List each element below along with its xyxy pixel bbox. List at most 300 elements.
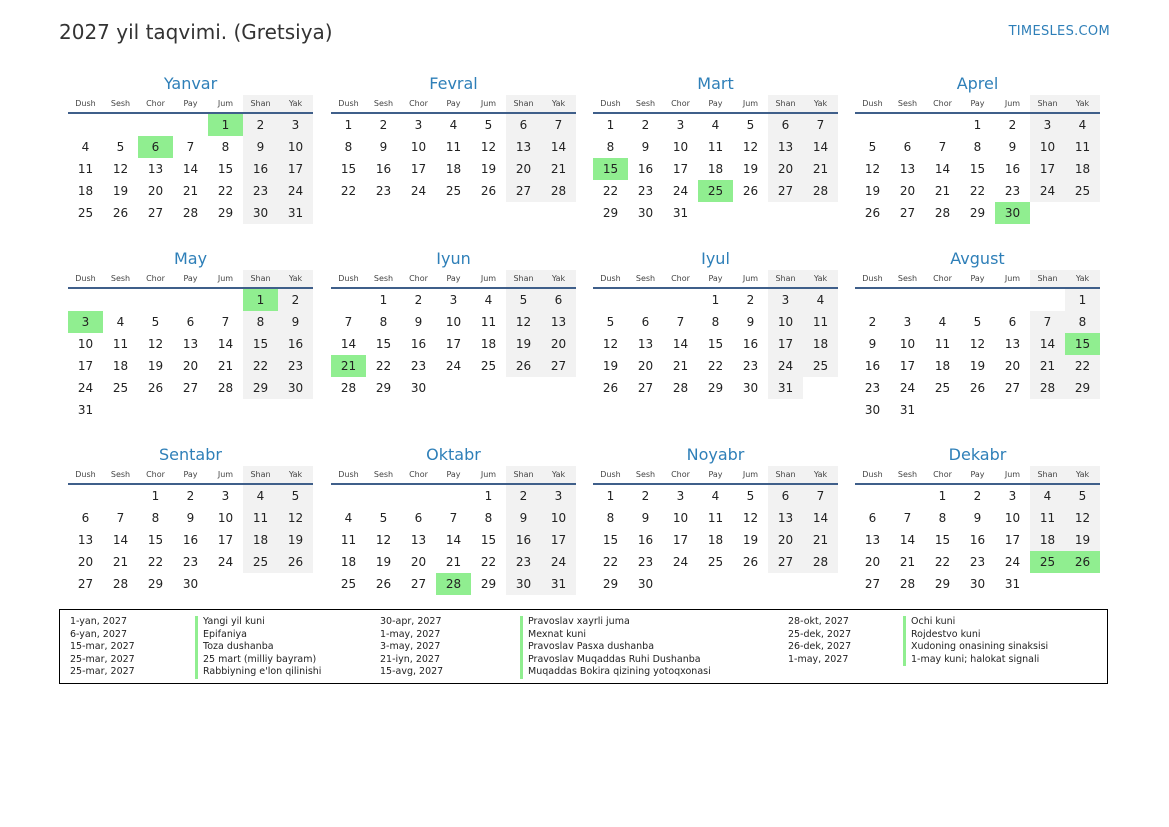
month-dekabr [855, 444, 1100, 595]
week-row [855, 507, 1100, 529]
day-cell: 21 [672, 359, 689, 373]
day-cell: 18 [707, 533, 724, 547]
day-cell: 21 [445, 555, 462, 569]
weekday-label: Sesh [897, 274, 918, 283]
week-row [593, 485, 838, 507]
weekday-label: Pay [708, 470, 723, 479]
month-name: Sentabr [159, 445, 222, 464]
weekday-label: Jum [742, 470, 759, 479]
day-cell: 25 [803, 355, 838, 377]
day-cell: 25 [707, 555, 724, 569]
day-cell: 1 [379, 293, 388, 307]
week-row [593, 355, 838, 377]
day-cell: 13 [506, 136, 541, 158]
day-cell: 30 [410, 381, 427, 395]
empty-day-cell [995, 399, 1030, 421]
legend-holiday-name: Muqaddas Bokira qizining yotoqxonasi [520, 666, 711, 679]
day-cell: 31 [768, 377, 803, 399]
week-row [855, 311, 1100, 333]
day-cell: 26 [375, 577, 392, 591]
day-cell: 12 [112, 162, 129, 176]
month-name: May [173, 249, 208, 268]
day-cell: 23 [742, 359, 759, 373]
day-cell: 19 [480, 162, 497, 176]
legend-dates-col-2 [380, 616, 443, 679]
weekday-header [331, 466, 576, 485]
day-cell: 23 [182, 555, 199, 569]
day-cell: 24 [1004, 555, 1021, 569]
week-row [593, 311, 838, 333]
weekday-label: Jum [217, 470, 234, 479]
empty-day-cell [890, 485, 925, 507]
week-row [331, 551, 576, 573]
week-row [331, 529, 576, 551]
week-row [855, 485, 1100, 507]
weekday-label: Chor [933, 274, 952, 283]
day-cell: 31 [1004, 577, 1021, 591]
day-cell: 29 [217, 206, 234, 220]
day-cell: 4 [803, 289, 838, 311]
day-cell: 1 [606, 118, 615, 132]
day-cell: 14 [1030, 333, 1065, 355]
weekday-label: Dush [338, 99, 359, 108]
week-row [593, 333, 838, 355]
legend-dates-col-3 [788, 616, 851, 666]
day-cell: 16 [1004, 162, 1021, 176]
month-fevral [331, 73, 576, 202]
day-cell: 29 [1065, 377, 1100, 399]
weekday-label: Shan [1030, 466, 1065, 483]
day-cell: 8 [243, 311, 278, 333]
day-cell: 16 [278, 333, 313, 355]
day-cell: 14 [182, 162, 199, 176]
weekday-header [331, 270, 576, 289]
weekday-label: Sesh [110, 274, 131, 283]
empty-day-cell [803, 377, 838, 399]
day-cell: 28 [934, 206, 951, 220]
weekday-label: Pay [708, 99, 723, 108]
weekday-label: Sesh [897, 99, 918, 108]
weekday-header [593, 95, 838, 114]
day-cell: 11 [707, 140, 724, 154]
day-cell: 12 [742, 140, 759, 154]
day-cell: 17 [410, 162, 427, 176]
day-cell: 12 [864, 162, 881, 176]
day-cell: 14 [934, 162, 951, 176]
day-cell: 25 [243, 551, 278, 573]
day-cell: 19 [278, 529, 313, 551]
holiday-day-cell: 25 [1030, 551, 1065, 573]
week-row [855, 399, 1100, 421]
legend-names-col-1 [195, 616, 321, 679]
empty-day-cell [663, 573, 698, 595]
day-cell: 22 [147, 555, 164, 569]
weekday-label: Jum [1004, 274, 1021, 283]
day-cell: 6 [768, 485, 803, 507]
weekday-header [593, 466, 838, 485]
day-cell: 1 [973, 118, 982, 132]
day-cell: 14 [899, 533, 916, 547]
weekday-label: Shan [768, 270, 803, 287]
day-cell: 9 [243, 136, 278, 158]
empty-day-cell [733, 202, 768, 224]
holiday-day-cell: 15 [1065, 333, 1100, 355]
empty-day-cell [995, 289, 1030, 311]
holiday-day-cell: 1 [243, 289, 278, 311]
legend-holiday-name: Epifaniya [195, 629, 321, 642]
brand-link[interactable]: TIMESLES.COM [1008, 24, 1110, 39]
holiday-day-cell: 28 [436, 573, 471, 595]
day-cell: 8 [379, 315, 388, 329]
day-cell: 15 [707, 337, 724, 351]
legend-holiday-name: Yangi yil kuni [195, 616, 321, 629]
day-cell: 19 [742, 162, 759, 176]
day-cell: 10 [1004, 511, 1021, 525]
weekday-label: Jum [217, 274, 234, 283]
day-cell: 7 [676, 315, 685, 329]
day-cell: 3 [221, 489, 230, 503]
day-cell: 28 [672, 381, 689, 395]
day-cell: 2 [1008, 118, 1017, 132]
day-cell: 14 [672, 337, 689, 351]
day-cell: 5 [116, 140, 125, 154]
weekday-label: Pay [446, 470, 461, 479]
day-cell: 8 [344, 140, 353, 154]
weekday-label: Dush [862, 470, 883, 479]
empty-day-cell [768, 573, 803, 595]
day-cell: 17 [768, 333, 803, 355]
day-cell: 2 [186, 489, 195, 503]
day-cell: 6 [186, 315, 195, 329]
day-cell: 25 [112, 381, 129, 395]
day-cell: 27 [147, 206, 164, 220]
day-cell: 3 [903, 315, 912, 329]
weekday-label: Jum [742, 274, 759, 283]
month-name: Fevral [429, 74, 478, 93]
day-cell: 27 [637, 381, 654, 395]
day-cell: 19 [742, 533, 759, 547]
weekday-label: Shan [1030, 270, 1065, 287]
weekday-label: Sesh [635, 99, 656, 108]
week-row [331, 114, 576, 136]
day-cell: 28 [899, 577, 916, 591]
day-cell: 10 [217, 511, 234, 525]
weekday-label: Jum [480, 470, 497, 479]
day-cell: 7 [116, 511, 125, 525]
week-row [68, 529, 313, 551]
day-cell: 30 [637, 206, 654, 220]
empty-day-cell [68, 289, 103, 311]
empty-day-cell [243, 399, 278, 421]
day-cell: 29 [969, 206, 986, 220]
day-cell: 12 [480, 140, 497, 154]
day-cell: 26 [147, 381, 164, 395]
weekday-label: Dush [75, 274, 96, 283]
day-cell: 4 [344, 511, 353, 525]
day-cell: 29 [243, 377, 278, 399]
day-cell: 22 [602, 555, 619, 569]
weekday-label: Pay [970, 274, 985, 283]
day-cell: 17 [672, 162, 689, 176]
day-cell: 15 [375, 337, 392, 351]
day-cell: 13 [899, 162, 916, 176]
legend-names-col-3 [903, 616, 1048, 666]
day-cell: 21 [899, 555, 916, 569]
day-cell: 4 [116, 315, 125, 329]
day-cell: 4 [81, 140, 90, 154]
day-cell: 24 [899, 381, 916, 395]
weekday-label: Shan [506, 95, 541, 112]
weekday-label: Sesh [373, 99, 394, 108]
day-cell: 11 [480, 315, 497, 329]
day-cell: 19 [969, 359, 986, 373]
weekday-label: Dush [862, 274, 883, 283]
day-cell: 21 [541, 158, 576, 180]
day-cell: 19 [506, 333, 541, 355]
day-cell: 2 [973, 489, 982, 503]
legend-date: 15-mar, 2027 [70, 641, 135, 652]
day-cell: 19 [602, 359, 619, 373]
weekday-label: Dush [600, 470, 621, 479]
day-cell: 24 [672, 184, 689, 198]
day-cell: 25 [480, 359, 497, 373]
week-row [855, 136, 1100, 158]
day-cell: 21 [217, 359, 234, 373]
legend-holiday-name: Rojdestvo kuni [903, 629, 1048, 642]
day-cell: 11 [1030, 507, 1065, 529]
week-row [593, 529, 838, 551]
week-row [68, 355, 313, 377]
day-cell: 1 [151, 489, 160, 503]
day-cell: 12 [969, 337, 986, 351]
weekday-label: Dush [75, 470, 96, 479]
day-cell: 26 [506, 355, 541, 377]
day-cell: 5 [746, 118, 755, 132]
weekday-label: Shan [1030, 95, 1065, 112]
weekday-header [68, 95, 313, 114]
legend-holiday-name: 25 mart (milliy bayram) [195, 654, 321, 667]
day-cell: 5 [606, 315, 615, 329]
day-cell: 6 [641, 315, 650, 329]
day-cell: 30 [969, 577, 986, 591]
week-row [331, 507, 576, 529]
day-cell: 26 [864, 206, 881, 220]
day-cell: 24 [410, 184, 427, 198]
day-cell: 25 [77, 206, 94, 220]
weekday-label: Yak [1065, 270, 1100, 287]
empty-day-cell [1065, 202, 1100, 224]
empty-day-cell [401, 485, 436, 507]
month-iyul [593, 248, 838, 399]
day-cell: 29 [934, 577, 951, 591]
day-cell: 8 [938, 511, 947, 525]
day-cell: 6 [414, 511, 423, 525]
day-cell: 11 [803, 311, 838, 333]
day-cell: 10 [1030, 136, 1065, 158]
day-cell: 4 [484, 293, 493, 307]
day-cell: 5 [1065, 485, 1100, 507]
day-cell: 20 [410, 555, 427, 569]
day-cell: 7 [449, 511, 458, 525]
week-row [68, 114, 313, 136]
holiday-day-cell: 21 [331, 355, 366, 377]
empty-day-cell [278, 573, 313, 595]
day-cell: 17 [278, 158, 313, 180]
day-cell: 30 [278, 377, 313, 399]
day-cell: 24 [278, 180, 313, 202]
day-cell: 22 [340, 184, 357, 198]
day-cell: 13 [410, 533, 427, 547]
day-cell: 20 [1004, 359, 1021, 373]
week-row [331, 355, 576, 377]
day-cell: 3 [414, 118, 423, 132]
week-row [855, 158, 1100, 180]
day-cell: 2 [278, 289, 313, 311]
day-cell: 22 [243, 355, 278, 377]
weekday-header [855, 95, 1100, 114]
weekday-label: Jum [480, 274, 497, 283]
day-cell: 2 [506, 485, 541, 507]
day-cell: 26 [278, 551, 313, 573]
day-cell: 3 [278, 114, 313, 136]
day-cell: 13 [541, 311, 576, 333]
day-cell: 7 [344, 315, 353, 329]
day-cell: 5 [151, 315, 160, 329]
day-cell: 28 [803, 180, 838, 202]
day-cell: 1 [711, 293, 720, 307]
day-cell: 10 [768, 311, 803, 333]
holiday-day-cell: 26 [1065, 551, 1100, 573]
legend-date: 1-may, 2027 [380, 628, 441, 640]
day-cell: 1 [344, 118, 353, 132]
week-row [855, 180, 1100, 202]
weekday-label: Yak [803, 270, 838, 287]
weekday-label: Sesh [635, 470, 656, 479]
day-cell: 22 [480, 555, 497, 569]
week-row [68, 202, 313, 224]
holiday-day-cell: 25 [698, 180, 733, 202]
week-row [68, 136, 313, 158]
day-cell: 20 [182, 359, 199, 373]
day-cell: 11 [934, 337, 951, 351]
weekday-label: Yak [1065, 466, 1100, 483]
week-row [331, 377, 576, 399]
weekday-label: Chor [409, 470, 428, 479]
day-cell: 17 [445, 337, 462, 351]
weekday-label: Chor [409, 99, 428, 108]
legend-names-col-2 [520, 616, 711, 679]
day-cell: 6 [768, 114, 803, 136]
week-row [331, 311, 576, 333]
day-cell: 27 [768, 180, 803, 202]
legend-date: 3-may, 2027 [380, 641, 441, 652]
weekday-label: Sesh [110, 99, 131, 108]
day-cell: 13 [864, 533, 881, 547]
week-row [68, 180, 313, 202]
empty-day-cell [628, 289, 663, 311]
day-cell: 6 [506, 114, 541, 136]
day-cell: 18 [1030, 529, 1065, 551]
empty-day-cell [698, 573, 733, 595]
day-cell: 3 [676, 489, 685, 503]
day-cell: 7 [1030, 311, 1065, 333]
empty-day-cell [68, 114, 103, 136]
holiday-day-cell: 15 [593, 158, 628, 180]
empty-day-cell [436, 485, 471, 507]
day-cell: 19 [864, 184, 881, 198]
day-cell: 2 [641, 489, 650, 503]
day-cell: 5 [484, 118, 493, 132]
day-cell: 12 [742, 511, 759, 525]
day-cell: 18 [480, 337, 497, 351]
day-cell: 11 [340, 533, 357, 547]
day-cell: 31 [899, 403, 916, 417]
month-avgust [855, 248, 1100, 421]
empty-day-cell [855, 289, 890, 311]
weekday-label: Pay [446, 274, 461, 283]
day-cell: 31 [541, 573, 576, 595]
empty-day-cell [890, 114, 925, 136]
empty-day-cell [436, 377, 471, 399]
weekday-header [855, 270, 1100, 289]
weekday-label: Chor [146, 470, 165, 479]
week-row [593, 202, 838, 224]
week-row [331, 289, 576, 311]
day-cell: 16 [969, 533, 986, 547]
empty-day-cell [960, 399, 995, 421]
legend-date: 28-okt, 2027 [788, 616, 849, 627]
day-cell: 16 [410, 337, 427, 351]
day-cell: 13 [182, 337, 199, 351]
day-cell: 28 [1030, 377, 1065, 399]
month-name: Mart [697, 74, 734, 93]
month-name: Iyul [701, 249, 730, 268]
holiday-day-cell: 3 [68, 311, 103, 333]
week-row [68, 573, 313, 595]
week-row [68, 289, 313, 311]
weekday-label: Dush [75, 99, 96, 108]
day-cell: 8 [484, 511, 493, 525]
day-cell: 4 [711, 489, 720, 503]
week-row [593, 136, 838, 158]
weekday-label: Pay [183, 470, 198, 479]
day-cell: 11 [445, 140, 462, 154]
weekday-label: Sesh [897, 470, 918, 479]
day-cell: 30 [742, 381, 759, 395]
weekday-label: Jum [217, 99, 234, 108]
month-name: Noyabr [686, 445, 745, 464]
empty-day-cell [960, 289, 995, 311]
weekday-label: Yak [278, 95, 313, 112]
week-row [68, 377, 313, 399]
day-cell: 16 [243, 158, 278, 180]
day-cell: 23 [375, 184, 392, 198]
day-cell: 16 [375, 162, 392, 176]
day-cell: 30 [182, 577, 199, 591]
day-cell: 5 [973, 315, 982, 329]
empty-day-cell [366, 485, 401, 507]
weekday-label: Yak [278, 270, 313, 287]
empty-day-cell [138, 399, 173, 421]
empty-day-cell [331, 289, 366, 311]
day-cell: 6 [1008, 315, 1017, 329]
day-cell: 9 [641, 140, 650, 154]
day-cell: 5 [506, 289, 541, 311]
day-cell: 21 [112, 555, 129, 569]
day-cell: 15 [340, 162, 357, 176]
day-cell: 22 [217, 184, 234, 198]
day-cell: 31 [278, 202, 313, 224]
